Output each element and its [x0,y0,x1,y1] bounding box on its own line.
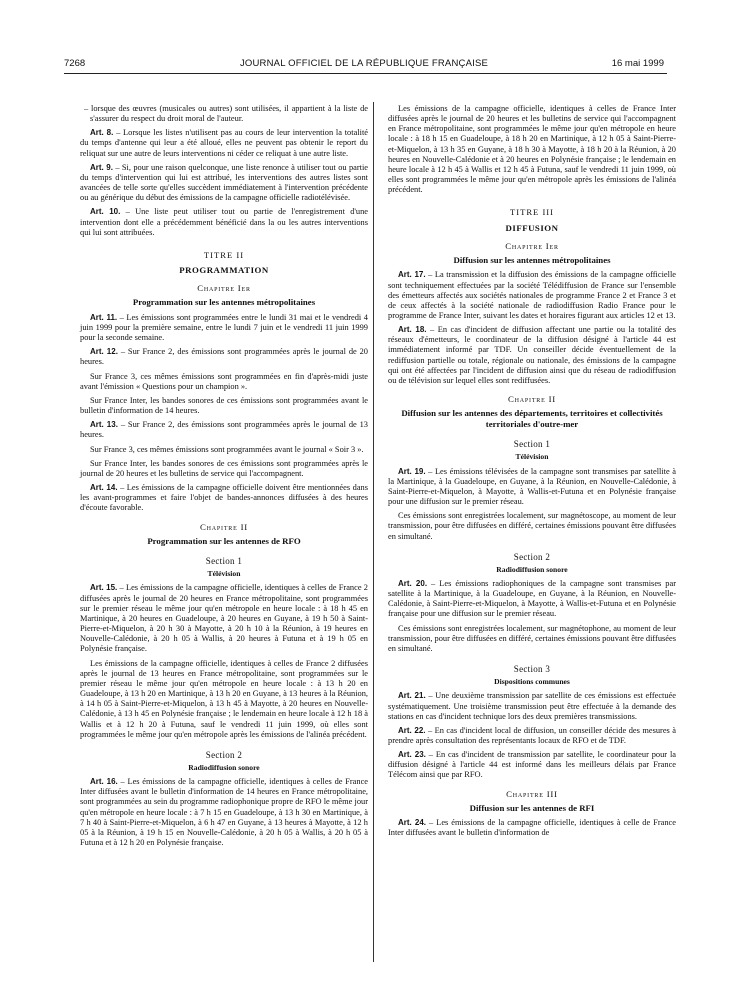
paragraph: Les émissions de la campagne officielle, identiques à celles de France Inter diffusées après le journal de 20 heures et les bulletins de service qui l'accompagnent en France métropolitaine, sont programmées le même jour qu'en métropole en heure locale : à 18 h 15 en Guadeloupe, à 18 h 20 en Martinique, à 12 h 05 à Saint-Pierre-et-Miquelon, à 13 h 35 en Guyane, à 18 h 30 à Mayotte, à 18 h 20 à la Réunion, à 20 heures en Nouvelle-Calédonie et à 20 heures en Polynésie française ; le lendemain en heure locale à 12 h 45 à Wallis et 12 h 45 à Futuna, sauf le vendredi 11 juin 1999, où elles sont programmées le même jour qu'en métropole après les émissions de l'alinéa précédent. [388,104,676,195]
article-text: – Sur France 2, des émissions sont programmées après le journal de 20 heures. [80,347,368,367]
chapter-title: Diffusion sur les antennes métropolitaines [453,254,611,265]
article-17 [388,270,676,321]
article-22 [388,726,676,746]
titre-name: DIFFUSION [505,222,559,233]
section-title: Dispositions communes [494,677,570,687]
chapter-title: Programmation sur les antennes de RFO [147,535,301,546]
article-text: – Les émissions radiophoniques de la campagne sont transmises par satellite à la Martinique, à la Guadeloupe, en Guyane, à la Réunion, en Nouvelle-Calédonie, à Saint-Pierre-et-Miquelon, à Mayotte, à Wallis-et-Futuna et en Polynésie française pour une diffusion sur le premier réseau. [388,578,676,619]
article-text: – Lorsque les listes n'utilisent pas au cours de leur intervention la totalité du temps d'antenne qui leur a été alloué, elles ne peuvent pas obtenir le report du reliquat sur une autre de leurs interventions ni céder ce reliquat à une autre liste. [80,128,368,158]
paragraph: Sur France Inter, les bandes sonores de ces émissions sont programmées après le journal de 20 heures et les bulletins de service qui l'accompagnent. [80,458,368,478]
article-text: – Les émissions télévisées de la campagne sont transmises par satellite à la Martinique, à la Guadeloupe, en Guyane, à la Réunion, en Nouvelle-Calédonie, à Saint-Pierre-et-Miquelon, à Mayotte, à Wallis-et-Futuna et en Polynésie française pour une diffusion sur le premier réseau. [388,466,677,507]
section-title: Télévision [207,569,241,579]
header-rule [64,73,667,74]
journal-title: JOURNAL OFFICIEL DE LA RÉPUBLIQUE FRANÇAISE [239,58,489,69]
article-label: Art. 20. [398,578,428,588]
article-16 [80,777,368,848]
article-label: Art. 24. [398,818,427,828]
titre-heading: TITRE III [509,207,555,218]
section-heading: Section 2 [513,551,551,562]
article-21 [388,691,676,721]
article-text: – Les émissions de la campagne officielle, identiques à celle de France Inter diffusées avant le bulletin d'information de [388,818,676,838]
article-8 [80,128,368,158]
article-14 [80,483,368,513]
section-title: Télévision [515,452,549,462]
article-label: Art. 10. [90,207,121,217]
chapter-title: Programmation sur les antennes métropolitaines [132,297,316,308]
article-label: Art. 8. [90,128,114,138]
page-header [64,58,664,72]
article-text: – Une liste peut utiliser tout ou partie de l'enregistrement d'une intervention dont elle a précédemment bénéficié dans la ou les autres interventions qui lui sont attribuées. [80,207,368,237]
chapter-heading: Chapitre Ier [197,283,251,294]
article-label: Art. 19. [398,466,426,476]
page-number: 7268 [64,58,86,69]
article-text: – Si, pour une raison quelconque, une liste renonce à utiliser tout ou partie du temps d'intervention qui lui est attribué, les interventions des autres listes sont avancées de telle sorte qu'elles succèdent immédiatement à l'intervention précédente ou au générique du début des émissions de la campagne officielle radiotélévisée. [80,162,369,203]
left-column [80,104,368,852]
article-label: Art. 22. [398,725,426,735]
article-20 [388,579,676,620]
article-label: Art. 23. [398,750,426,760]
article-text: – Les émissions de la campagne officielle doivent être mentionnées dans les avant-programmes et faire l'objet de bandes-annonces diffusées à des heures d'écoute favorable. [80,483,368,513]
article-label: Art. 21. [398,691,426,701]
paragraph: Sur France 3, ces mêmes émissions sont programmées avant le journal « Soir 3 ». [90,444,364,454]
section-heading: Section 1 [205,556,243,567]
chapter-title: Diffusion sur les antennes de RFI [469,802,595,813]
article-text: – La transmission et la diffusion des émissions de la campagne officielle sont techniquement effectuées par la société Télédiffusion de France sur l'ensemble des émetteurs affectés aux sociétés nationales de programme France 2 et France 3 et de ceux affectés à la société nationale de radiodiffusion Radio France pour le programme de France Inter, suivant les dates et horaires figurant aux articles 12 et 13. [388,270,676,320]
article-label: Art. 13. [90,420,118,430]
article-text: – Les émissions de la campagne officielle, identiques à celles de France 2 diffusées après le journal de 20 heures en France métropolitaine, sont programmées sur le premier réseau le même jour qu'en métropole en heure locale : à 18 h 45 en Martinique, à 20 heures en Guadeloupe, à 20 heures en Guyane, à 19 h 50 à Saint-Pierre-et-Miquelon, à 20 h 30 à Mayotte, à 20 h 10 à la Réunion, à 19 heures en Nouvelle-Calédonie, à 20 h 05 à Wallis, à 20 heures à Futuna et à 19 h 05 en Polynésie française. [80,583,368,654]
paragraph: Ces émissions sont enregistrées localement, sur magnétophone, au moment de leur transmission, pour être diffusées en différé, certaines émissions pouvant être diffusées en simultané. [388,623,676,653]
article-11 [80,313,368,343]
section-heading: Section 3 [513,664,551,675]
paragraph: Les émissions de la campagne officielle, identiques à celles de France 2 diffusées après le journal de 13 heures en France métropolitaine, sont programmées sur le premier réseau le même jour qu'en métropole en heure locale : à 13 h 20 en Guadeloupe, à 13 h 20 en Martinique, à 13 h 20 en Guyane, à 13 heures à la Réunion, à 14 h 05 à Saint-Pierre-et-Miquelon, à 13 h 45 à Mayotte, à 20 heures en Nouvelle-Calédonie, à 13 h 45 en Polynésie française ; le lendemain en heure locale à 12 h 18 à Wallis et à 12 h 20 à Futuna, sauf le vendredi 11 juin 1999, où elles sont programmées le même jour qu'en métropole après les émissions de l'alinéa précédent. [80,658,368,739]
article-18 [388,325,676,386]
section-title: Radiodiffusion sonore [496,564,568,574]
chapter-title: Diffusion sur les antennes des départements, territoires et collectivités territoriales d'outre-mer [401,408,663,429]
article-label: Art. 14. [90,483,118,493]
article-24 [388,818,676,838]
article-text: – En cas d'incident de transmission par satellite, le coordinateur pour la diffusion désigné à l'article 44 est informé dans les meilleurs délais par France Télécom ainsi que par RFO. [388,750,677,780]
paragraph: Sur France Inter, les bandes sonores de ces émissions sont programmées avant le bulletin d'information de 14 heures. [80,395,368,416]
chapter-heading: Chapitre II [507,394,557,405]
column-divider [373,102,374,962]
section-heading: Section 2 [205,749,243,760]
article-label: Art. 15. [90,583,118,593]
article-15 [80,583,368,654]
article-label: Art. 12. [90,347,118,357]
article-text: – En cas d'incident local de diffusion, un conseiller décide des mesures à prendre après consultation des représentants locaux de RFO et de TDF. [388,725,676,745]
section-heading: Section 1 [513,439,551,450]
article-label: Art. 16. [90,777,118,787]
article-19 [388,467,676,508]
article-text: – En cas d'incident de diffusion affectant une partie ou la totalité des réseaux d'émetteurs, le coordinateur de la diffusion désigné à l'article 44 est immédiatement informé par TDF. Un conseiller décide éventuellement de la rediffusion partielle ou totale, régionale ou nationale, des émissions de la campagne qui ont été affectées par l'incident de diffusion ainsi que du réseau de radiodiffusion ou de télévision sur lequel elles sont rediffusées. [388,325,676,385]
article-label: Art. 11. [90,312,118,322]
section-title: Radiodiffusion sonore [188,762,260,772]
article-text: – Sur France 2, des émissions sont programmées après le journal de 13 heures. [80,420,368,440]
article-13 [80,420,368,440]
article-label: Art. 9. [90,162,113,172]
paragraph: Ces émissions sont enregistrées localement, sur magnétoscope, au moment de leur transmission, pour être diffusées en différé, certaines émissions pouvant être diffusées en simultané. [388,511,676,541]
article-text: – Les émissions de la campagne officielle, identiques à celles de France Inter diffusées avant le bulletin d'information de 14 heures en France métropolitaine, sont programmées au sein du programme radiophonique propre de RFO le même jour qu'en métropole en heure locale : à 7 h 15 en Guadeloupe, à 13 h 30 en Martinique, à 7 h 40 à Saint-Pierre-et-Miquelon, à 6 h 47 en Guyane, à 13 heures à Mayotte, à 12 h 05 à la Réunion, à 19 h 15 en Nouvelle-Calédonie, à 20 h 05 à Wallis, à 20 h 05 à Futuna et à 12 h 20 en Polynésie française. [80,777,368,848]
chapter-heading: Chapitre II [199,521,249,532]
article-12 [80,347,368,367]
paragraph: – lorsque des œuvres (musicales ou autres) sont utilisées, il appartient à la liste de s'assurer du respect du droit moral de l'auteur. [84,104,368,124]
issue-date: 16 mai 1999 [611,58,664,69]
article-9 [80,163,368,204]
right-column [388,104,676,843]
article-text: – Les émissions sont programmées entre le lundi 31 mai et le vendredi 4 juin 1999 pour la première semaine, entre le lundi 7 juin et le vendredi 11 juin 1999 pour la seconde semaine. [80,312,368,343]
paragraph: Sur France 3, ces mêmes émissions sont programmées en fin d'après-midi juste avant l'émission « Questions pour un champion ». [80,371,368,391]
chapter-heading: Chapitre Ier [505,240,559,251]
chapter-heading: Chapitre III [506,788,558,799]
article-10 [80,207,368,237]
article-text: – Une deuxième transmission par satellite de ces émissions est effectuée systématiquement. Une troisième transmission peut être effectuée à la demande des stations en cas d'incident technique lors des deux premières transmissions. [388,691,676,721]
article-label: Art. 18. [398,325,427,335]
article-23 [388,750,676,780]
titre-heading: TITRE II [203,249,245,260]
titre-name: PROGRAMMATION [179,265,269,276]
article-label: Art. 17. [398,270,426,280]
